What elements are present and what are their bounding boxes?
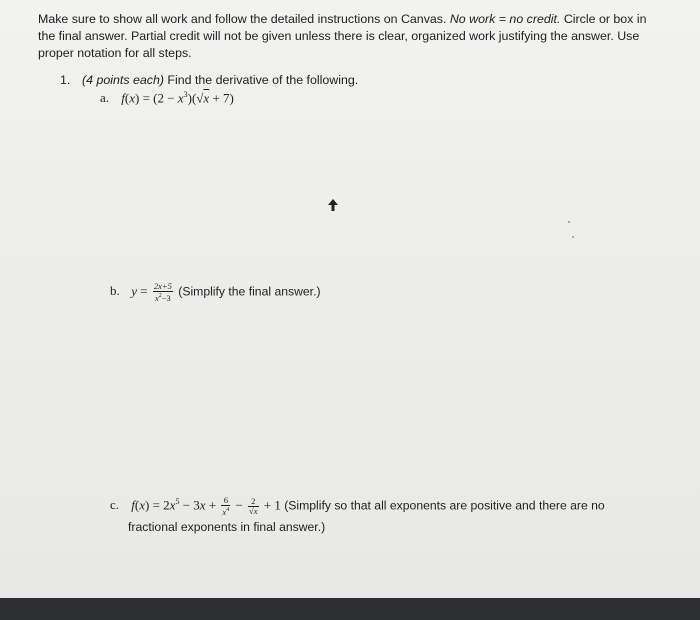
part-c-x5: x (169, 497, 176, 513)
part-c-frac1-num: 6 (221, 496, 230, 506)
part-c-frac2-num: 2 (248, 497, 258, 507)
part-a-exp3: 3 (183, 90, 188, 99)
instructions-part2: Circle or box in the final answer. Partial credit will not be given unless there is clear, organized work justifying the answer. Use proper notation for all steps. (38, 12, 647, 60)
part-c-frac1-den (221, 506, 230, 517)
part-b-numerator: 2x+5 (153, 281, 172, 291)
part-c: c. $f(x) = 2x^5 - 3x$ + $\frac{6}{x^4}$ − $\frac{2}{√x}$ + 1 (Simplify so that all exponents are positive and there are no fractional exponents in final answer.) (110, 495, 605, 534)
part-c-minus: − (232, 497, 247, 513)
part-b-y: y (131, 283, 138, 299)
part-b-fraction (153, 282, 173, 303)
instructions-part1: Make sure to show all work and follow the detailed instructions on Canvas. (38, 12, 450, 26)
part-b-den-base: x (154, 292, 159, 303)
instructions-no-work: No work = no credit. (449, 12, 561, 26)
part-c-note-line1: (Simplify so that all exponents are positive and there are no (280, 498, 605, 513)
part-b-denominator (153, 292, 173, 303)
part-c-plus-one: + 1 (260, 497, 281, 513)
instructions-text (38, 11, 663, 62)
pointer-cursor-icon (328, 199, 338, 211)
part-c-f: f (131, 497, 135, 513)
part-c-fraction-1 (221, 496, 230, 517)
screen-bottom-edge (0, 598, 700, 620)
part-b-eq: = (137, 283, 151, 299)
part-b-note: (Simplify the final answer.) (174, 284, 321, 299)
paper-speck (572, 236, 574, 238)
part-a: a. $f(x) = (2 - x^3)(√x + 7)$ (100, 90, 234, 106)
part-b-label: b. (110, 283, 120, 299)
part-b-den-exp: 2 (158, 293, 162, 299)
part-a-x: x (129, 90, 135, 106)
question-points: (4 points each) (82, 73, 164, 87)
question-1-heading (60, 73, 358, 87)
question-number: 1. (60, 73, 71, 87)
part-a-x3: x (177, 90, 184, 106)
part-c-fraction-2 (248, 497, 258, 516)
part-c-note-line2: fractional exponents in final answer.) (128, 519, 326, 534)
part-c-frac2-den: √x (249, 505, 258, 516)
part-c-expr2: − 3 (179, 497, 200, 513)
part-a-radicand: x (203, 90, 210, 106)
part-b-den-rest: −3 (161, 292, 171, 303)
part-a-f: f (121, 90, 125, 106)
paper-speck (568, 221, 570, 223)
question-prompt: Find the derivative of the following. (163, 73, 359, 87)
part-c-x1: x (199, 497, 206, 513)
part-b (110, 282, 321, 303)
part-c-frac1-den-exp: 4 (226, 507, 230, 513)
part-a-end: + 7) (209, 90, 234, 106)
part-a-mid: )(√ (187, 90, 204, 106)
part-c-expr1: ) = 2 (145, 497, 170, 513)
part-c-label: c. (110, 497, 120, 513)
part-c-x: x (139, 497, 145, 513)
part-c-exp5: 5 (175, 497, 180, 507)
part-c-frac1-den-base: x (222, 506, 227, 517)
part-a-label: a. (100, 90, 110, 106)
part-c-plus: + (205, 497, 220, 513)
part-a-eq: ) = (2 − (135, 90, 178, 106)
